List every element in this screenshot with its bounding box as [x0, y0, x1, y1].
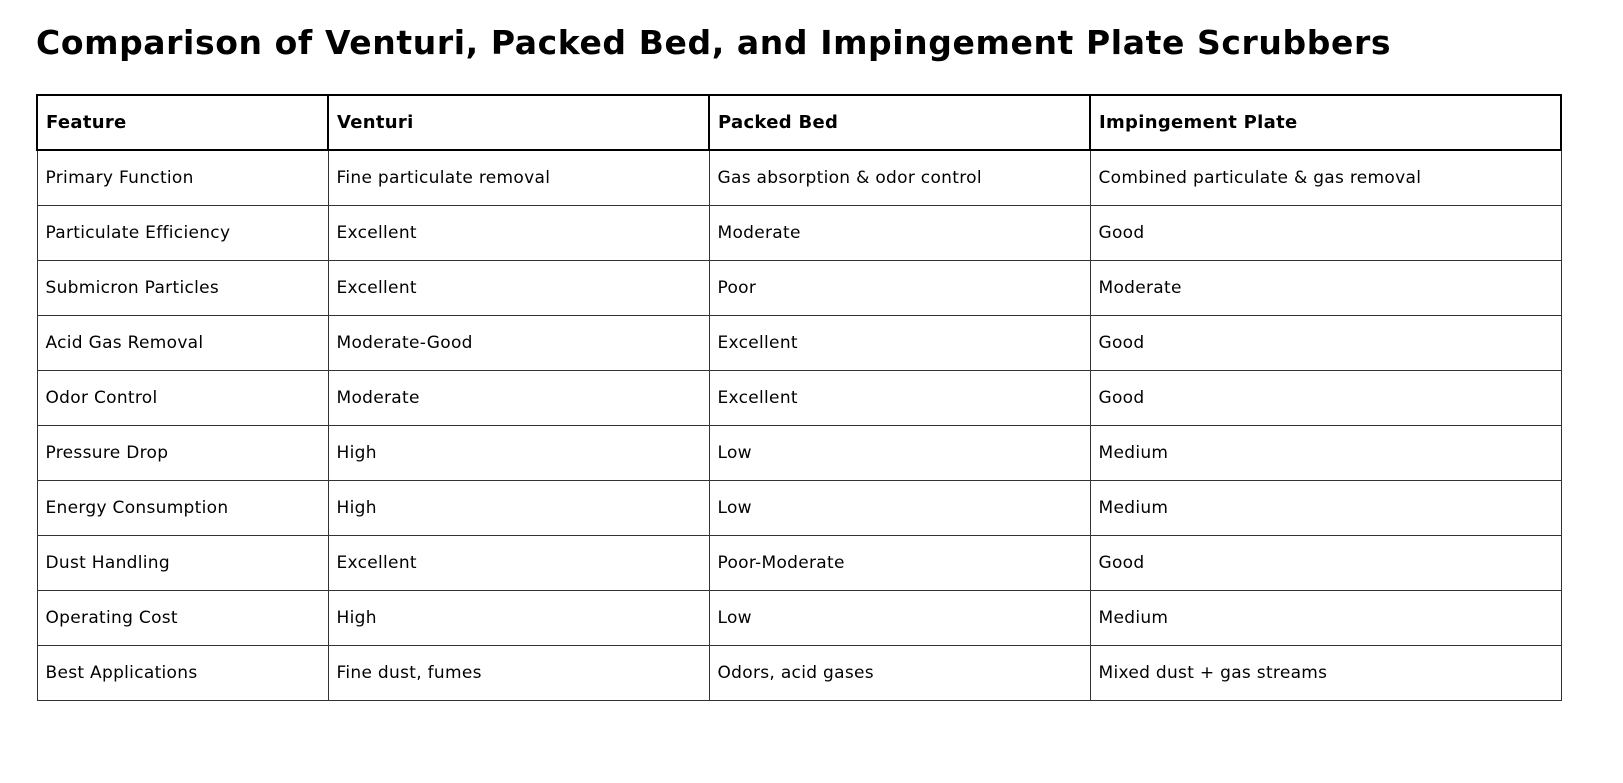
- header-impingement-plate: Impingement Plate: [1090, 95, 1561, 150]
- venturi-cell: High: [328, 425, 709, 480]
- packed-bed-cell: Odors, acid gases: [709, 645, 1090, 700]
- feature-cell: Primary Function: [37, 150, 328, 205]
- impingement-plate-cell: Good: [1090, 370, 1561, 425]
- impingement-plate-cell: Combined particulate & gas removal: [1090, 150, 1561, 205]
- table-row: [37, 260, 1561, 315]
- table-row: [37, 535, 1561, 590]
- packed-bed-cell: Poor: [709, 260, 1090, 315]
- feature-cell: Submicron Particles: [37, 260, 328, 315]
- table-row: [37, 425, 1561, 480]
- venturi-cell: High: [328, 480, 709, 535]
- venturi-cell: Excellent: [328, 205, 709, 260]
- venturi-cell: Excellent: [328, 535, 709, 590]
- packed-bed-cell: Low: [709, 425, 1090, 480]
- header-packed-bed: Packed Bed: [709, 95, 1090, 150]
- table-row: [37, 150, 1561, 205]
- feature-cell: Pressure Drop: [37, 425, 328, 480]
- page-title: Comparison of Venturi, Packed Bed, and Impingement Plate Scrubbers: [36, 23, 1392, 62]
- impingement-plate-cell: Mixed dust + gas streams: [1090, 645, 1561, 700]
- table-row: [37, 590, 1561, 645]
- comparison-table: [36, 94, 1562, 701]
- feature-cell: Particulate Efficiency: [37, 205, 328, 260]
- table-row: [37, 645, 1561, 700]
- feature-cell: Acid Gas Removal: [37, 315, 328, 370]
- impingement-plate-cell: Medium: [1090, 590, 1561, 645]
- impingement-plate-cell: Good: [1090, 535, 1561, 590]
- packed-bed-cell: Excellent: [709, 315, 1090, 370]
- header-venturi: Venturi: [328, 95, 709, 150]
- venturi-cell: Moderate: [328, 370, 709, 425]
- venturi-cell: Moderate-Good: [328, 315, 709, 370]
- feature-cell: Best Applications: [37, 645, 328, 700]
- packed-bed-cell: Low: [709, 590, 1090, 645]
- feature-cell: Odor Control: [37, 370, 328, 425]
- feature-cell: Operating Cost: [37, 590, 328, 645]
- impingement-plate-cell: Moderate: [1090, 260, 1561, 315]
- feature-cell: Energy Consumption: [37, 480, 328, 535]
- table-row: [37, 205, 1561, 260]
- table-row: [37, 370, 1561, 425]
- packed-bed-cell: Excellent: [709, 370, 1090, 425]
- packed-bed-cell: Moderate: [709, 205, 1090, 260]
- venturi-cell: Excellent: [328, 260, 709, 315]
- packed-bed-cell: Poor-Moderate: [709, 535, 1090, 590]
- packed-bed-cell: Low: [709, 480, 1090, 535]
- header-feature: Feature: [37, 95, 328, 150]
- feature-cell: Dust Handling: [37, 535, 328, 590]
- impingement-plate-cell: Good: [1090, 315, 1561, 370]
- impingement-plate-cell: Medium: [1090, 425, 1561, 480]
- packed-bed-cell: Gas absorption & odor control: [709, 150, 1090, 205]
- venturi-cell: Fine dust, fumes: [328, 645, 709, 700]
- impingement-plate-cell: Good: [1090, 205, 1561, 260]
- table-row: [37, 315, 1561, 370]
- table-header-row: [37, 95, 1561, 150]
- table-row: [37, 480, 1561, 535]
- venturi-cell: High: [328, 590, 709, 645]
- venturi-cell: Fine particulate removal: [328, 150, 709, 205]
- impingement-plate-cell: Medium: [1090, 480, 1561, 535]
